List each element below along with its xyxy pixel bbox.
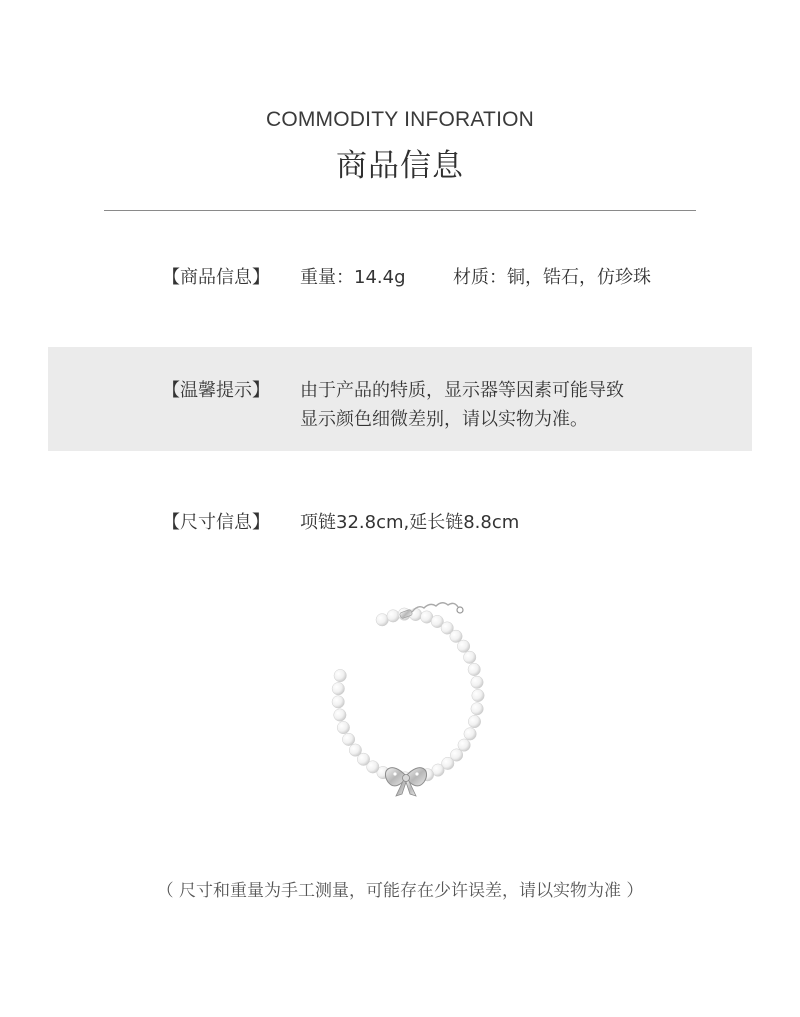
title-english: COMMODITY INFORATION xyxy=(265,108,535,131)
material-value: 材质：铜，锆石，仿珍珠 xyxy=(453,267,651,288)
tip-label: 【温馨提示】 xyxy=(162,380,270,401)
pearl-bead xyxy=(457,640,469,652)
pearl-bead xyxy=(332,683,344,695)
pearl-bead xyxy=(349,744,361,756)
measurement-footnote: （ 尺寸和重量为手工测量，可能存在少许误差，请以实物为准 ） xyxy=(156,881,644,901)
pearl-bead xyxy=(376,614,388,626)
size-value: 项链32.8cm,延长链8.8cm xyxy=(300,512,520,533)
pearl-bead xyxy=(342,733,354,745)
pearl-bead xyxy=(464,651,476,663)
pearl-bead xyxy=(471,703,483,715)
info-label: 【商品信息】 xyxy=(162,267,270,288)
pearl-strand xyxy=(332,608,484,784)
header-divider xyxy=(104,210,696,211)
pearl-bead xyxy=(468,663,480,675)
title-chinese: 商品信息 xyxy=(336,148,464,184)
pearl-bead xyxy=(332,696,344,708)
tip-line-2: 显示颜色细微差别，请以实物为准。 xyxy=(300,409,588,430)
tip-text xyxy=(300,376,624,434)
pearl-necklace-with-bow-pendant-icon xyxy=(320,596,500,816)
pearl-bead xyxy=(468,715,480,727)
pearl-bead xyxy=(472,689,484,701)
pearl-bead xyxy=(471,676,483,688)
pearl-bead xyxy=(464,728,476,740)
pearl-bead xyxy=(334,669,346,681)
pearl-bead xyxy=(334,709,346,721)
pearl-bead xyxy=(387,610,399,622)
weight-value: 重量：14.4g xyxy=(300,267,406,288)
tip-line-1: 由于产品的特质，显示器等因素可能导致 xyxy=(300,380,624,401)
pearl-bead xyxy=(337,721,349,733)
size-label: 【尺寸信息】 xyxy=(162,512,270,533)
